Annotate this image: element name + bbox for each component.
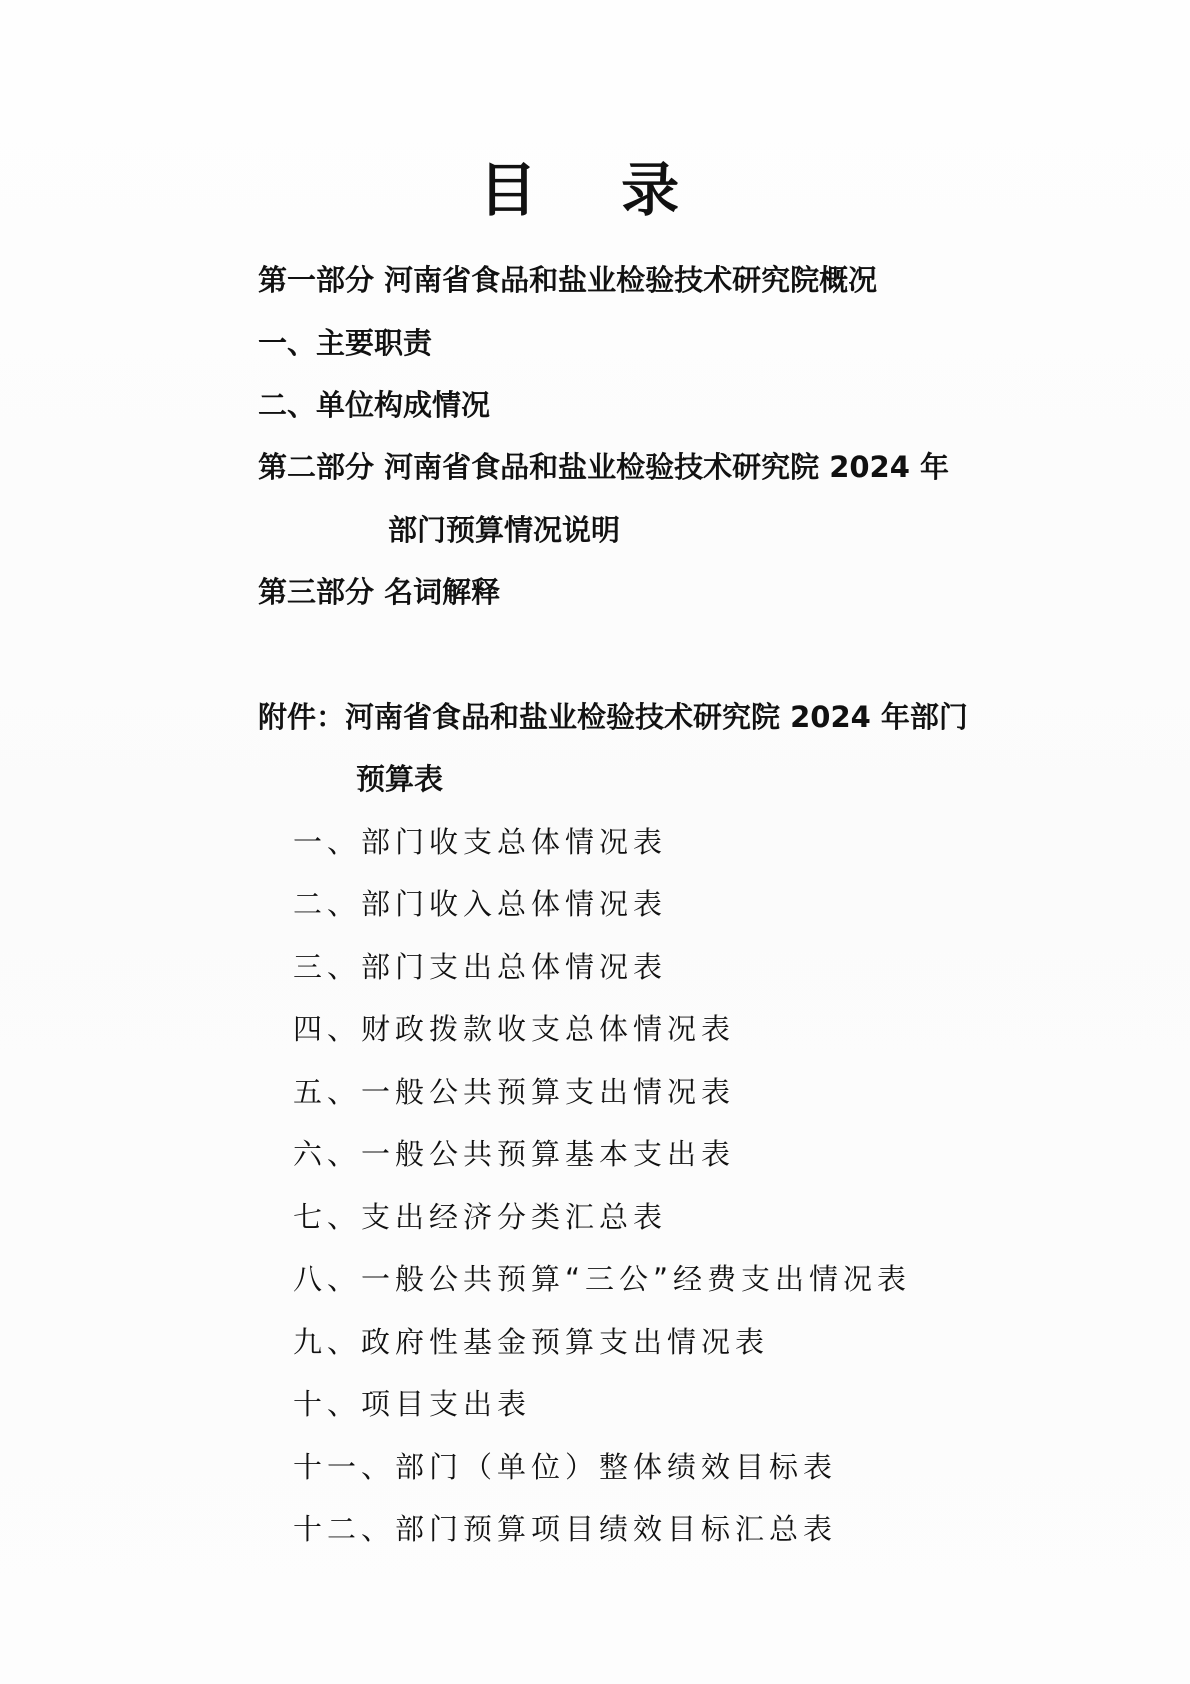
toc-part-two: 第二部分 河南省食品和盐业检验技术研究院 2024 年 bbox=[258, 450, 950, 484]
table-list-item-11: 十一、部门（单位）整体绩效目标表 bbox=[293, 1450, 838, 1484]
table-list-item-4: 四、财政拨款收支总体情况表 bbox=[293, 1012, 736, 1046]
table-list-item-10: 十、项目支出表 bbox=[293, 1387, 532, 1421]
table-list-item-6: 六、一般公共预算基本支出表 bbox=[293, 1137, 736, 1171]
table-list-item-1: 一、部门收支总体情况表 bbox=[293, 825, 668, 859]
table-list-item-5: 五、一般公共预算支出情况表 bbox=[293, 1075, 736, 1109]
table-list-item-7: 七、支出经济分类汇总表 bbox=[293, 1200, 668, 1234]
toc-item-unit-composition: 二、单位构成情况 bbox=[258, 388, 491, 422]
table-list-item-3: 三、部门支出总体情况表 bbox=[293, 950, 668, 984]
toc-part-two-continued: 部门预算情况说明 bbox=[388, 513, 621, 547]
table-list-item-2: 二、部门收入总体情况表 bbox=[293, 887, 668, 921]
attachment-title-continued: 预算表 bbox=[356, 762, 444, 796]
toc-part-one: 第一部分 河南省食品和盐业检验技术研究院概况 bbox=[258, 263, 878, 297]
toc-item-main-duties: 一、主要职责 bbox=[258, 326, 433, 360]
attachment-title: 附件：河南省食品和盐业检验技术研究院 2024 年部门 bbox=[258, 700, 968, 734]
table-list-item-12: 十二、部门预算项目绩效目标汇总表 bbox=[293, 1512, 838, 1546]
page-title: 目 录 bbox=[478, 156, 712, 224]
toc-part-three: 第三部分 名词解释 bbox=[258, 575, 501, 609]
table-list-item-8: 八、一般公共预算“三公”经费支出情况表 bbox=[293, 1262, 912, 1296]
table-list-item-9: 九、政府性基金预算支出情况表 bbox=[293, 1325, 770, 1359]
